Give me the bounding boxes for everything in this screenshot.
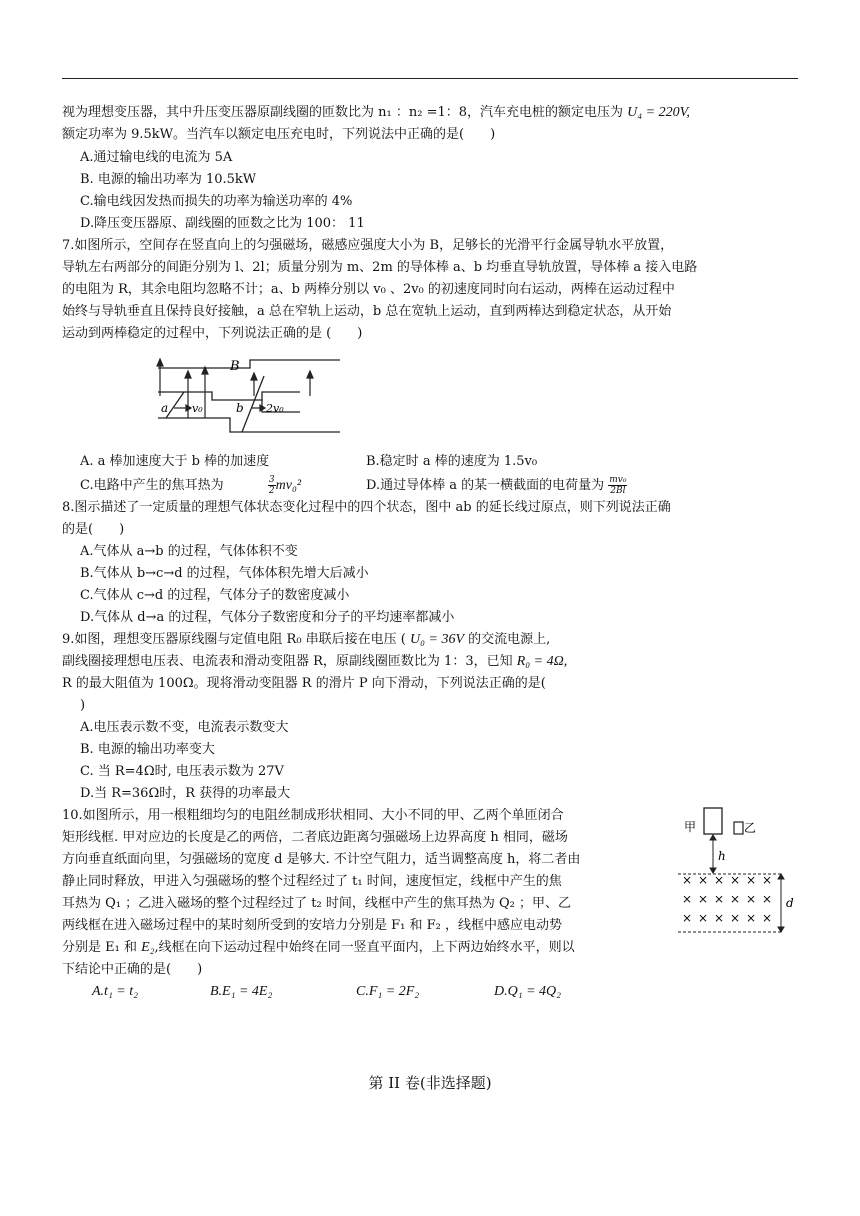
q10-stem-line-3: 方向垂直纸面向里，匀强磁场的宽度 d 是够大. 不计空气阻力，适当调整高度 h，将二者由 [62, 852, 581, 867]
q10-stem-line-2: 矩形线框. 甲对应边的长度是乙的两倍，二者底边距离匀强磁场上边界高度 h 相同，磁场 [62, 830, 568, 845]
q8-option-b: B.气体从 b→c→d 的过程，气体体积先增大后减小 [80, 566, 369, 581]
q10-option-c: C.F₁ = 2F₂ [356, 984, 420, 999]
q10-stem-line-7: 分别是 E₁ 和 E₂,线框在向下运动过程中始终在同一竖直平面内，上下两边始终水平，则以 [62, 940, 575, 955]
q7-rail-figure [150, 356, 350, 438]
q8-option-c: C.气体从 c→d 的过程，气体分子的数密度减小 [80, 588, 350, 603]
q10-stem-line-4: 静止同时释放，甲进入匀强磁场的整个过程经过了 t₁ 时间，速度恒定，线框中产生的焦 [62, 874, 562, 889]
q6-option-c: C.输电线因发热而损失的功率为输送功率的 4% [80, 194, 353, 209]
q7-figure-label-b: b [236, 401, 244, 415]
q9-option-a: A.电压表示数不变，电流表示数变大 [80, 720, 289, 735]
field-cross-mark: × [682, 911, 693, 925]
q9-option-d: D.当 R=36Ω时，R 获得的功率最大 [80, 786, 291, 801]
q10-frame-jia [704, 808, 722, 834]
q8-stem-line-1: 8.图示描述了一定质量的理想气体状态变化过程中的四个状态，图中 ab 的延长线过原点，则下列说法正确 [62, 500, 671, 515]
q10-stem-line-1: 10.如图所示，用一根粗细均匀的电阻丝制成形状相同、大小不同的甲、乙两个单匝闭合 [62, 808, 564, 823]
q7-option-c-fraction: $\frac{3}{2}$ [268, 475, 275, 496]
q6-u4-expression: U₄ = 220V, [627, 105, 690, 120]
q10-stem-line-8: 下结论中正确的是( ) [62, 962, 203, 977]
field-cross-mark: × [762, 873, 773, 887]
q7-stem-line-3: 的电阻为 R，其余电阻均忽略不计；a、b 两棒分别以 v₀ 、2v₀ 的初速度同时向右运动，两棒在运动过程中 [62, 282, 675, 297]
q10-label-h: h [718, 849, 726, 863]
q7-figure-label-v0: v₀ [192, 402, 203, 415]
q9-u0-expression: U₀ = 36V [410, 632, 464, 647]
q7-option-a: A. a 棒加速度大于 b 棒的加速度 [80, 454, 270, 469]
q10-field-crosses [682, 873, 772, 925]
q7-figure-label-2v0: 2v₀ [266, 402, 284, 415]
q10-option-d: D.Q₁ = 4Q₂ [494, 984, 562, 999]
q7-option-d-text: D.通过导体棒 a 的某一横截面的电荷量为 [366, 478, 605, 493]
q9-option-c: C. 当 R=4Ω时, 电压表示数为 27V [80, 764, 284, 779]
q6-stem-line-1: 视为理想变压器，其中升压变压器原副线圈的匝数比为 n₁ ：n₂ =1：8，汽车充电桩的额定电压为 U₄ = 220V, [62, 105, 690, 120]
q9-r0-expression: R₀ = 4Ω, [516, 654, 568, 669]
q9-stem-line-3: R 的最大阻值为 100Ω。现将滑动变阻器 R 的滑片 P 向下滑动，下列说法正确的是( [62, 676, 546, 691]
q8-stem-line-2: 的是( ) [62, 522, 125, 537]
q7-option-d-fraction: $\frac{\text{mv₀}}{2Bl}$ [609, 475, 627, 496]
q10-stem-line-5: 耳热为 Q₁ ；乙进入磁场的整个过程经过了 t₂ 时间，线框中产生的焦耳热为 Q₂ ；甲、乙 [62, 896, 571, 911]
q7-option-d [366, 475, 627, 496]
q7-option-b: B.稳定时 a 棒的速度为 1.5v₀ [366, 454, 538, 469]
field-cross-mark: × [730, 892, 741, 906]
q9-stem-line-2: 副线圈接理想电压表、电流表和滑动变阻器 R，原副线圈匝数比为 1：3，已知 R₀ = 4Ω, [62, 654, 568, 669]
field-cross-mark: × [698, 892, 709, 906]
q10-stem-line-6: 两线框在进入磁场过程中的某时刻所受到的安培力分别是 F₁ 和 F₂ ，线框中感应电动势 [62, 918, 562, 933]
field-cross-mark: × [746, 873, 757, 887]
q7-stem-line-2: 导轨左右两部分的间距分别为 l、2l；质量分别为 m、2m 的导体棒 a、b 均垂直导轨放置，导体棒 a 接入电路 [62, 260, 698, 275]
q8-option-a: A.气体从 a→b 的过程，气体体积不变 [80, 544, 298, 559]
field-cross-mark: × [714, 911, 725, 925]
field-cross-mark: × [698, 911, 709, 925]
field-cross-mark: × [762, 892, 773, 906]
q7-stem-line-1: 7.如图所示，空间存在竖直向上的匀强磁场，磁感应强度大小为 B，足够长的光滑平行金属导轨水平放置， [62, 238, 674, 253]
q6-option-d: D.降压变压器原、副线圈的匝数之比为 100： 11 [80, 216, 365, 231]
q7-stem-line-4: 始终与导轨垂直且保持良好接触，a 总在窄轨上运动，b 总在宽轨上运动，直到两棒达到稳定状态，从开始 [62, 304, 672, 319]
q7-option-c [80, 475, 301, 496]
q9-stem-line-1: 9.如图，理想变压器原线圈与定值电阻 R₀ 串联后接在电压 ( U₀ = 36V 的交流电源上, [62, 632, 551, 647]
q8-option-d: D.气体从 d→a 的过程，气体分子数密度和分子的平均速率都减小 [80, 610, 455, 625]
field-cross-mark: × [714, 892, 725, 906]
field-cross-mark: × [682, 873, 693, 887]
field-cross-mark: × [730, 873, 741, 887]
q9-option-b: B. 电源的输出功率变大 [80, 742, 215, 757]
field-cross-mark: × [698, 873, 709, 887]
q10-option-b: B.E₁ = 4E₂ [210, 984, 273, 999]
q7-option-c-text: C.电路中产生的焦耳热为 [80, 478, 224, 493]
field-cross-mark: × [730, 911, 741, 925]
field-cross-mark: × [682, 892, 693, 906]
q10-option-a: A.t₁ = t₂ [92, 984, 139, 999]
q9-stem-line-4: ) [80, 698, 86, 713]
q7-option-c-expression: mv₀² [275, 478, 302, 493]
q6-option-a: A.通过输电线的电流为 5A [80, 150, 233, 165]
q7-figure-label-b-field: B [230, 359, 240, 374]
q7-stem-line-5: 运动到两棒稳定的过程中，下列说法正确的是 ( ) [62, 326, 363, 341]
field-cross-mark: × [746, 911, 757, 925]
q7-figure-label-a: a [161, 401, 169, 415]
q10-label-jia: 甲 [684, 820, 697, 834]
section-title: 第 II 卷(非选择题) [368, 1074, 492, 1092]
q10-magnetic-field-figure [678, 800, 803, 940]
q10-frame-yi [734, 822, 743, 834]
q10-e2-expression: E₂ [141, 940, 155, 955]
q6-option-b: B. 电源的输出功率为 10.5kW [80, 172, 257, 187]
header-rule [62, 78, 798, 79]
q6-stem-line-2: 额定功率为 9.5kW。当汽车以额定电压充电时，下列说法中正确的是( ) [62, 127, 496, 142]
q10-label-yi: 乙 [744, 821, 757, 835]
field-cross-mark: × [714, 873, 725, 887]
field-cross-mark: × [762, 911, 773, 925]
field-cross-mark: × [746, 892, 757, 906]
q10-label-d: d [786, 896, 794, 910]
